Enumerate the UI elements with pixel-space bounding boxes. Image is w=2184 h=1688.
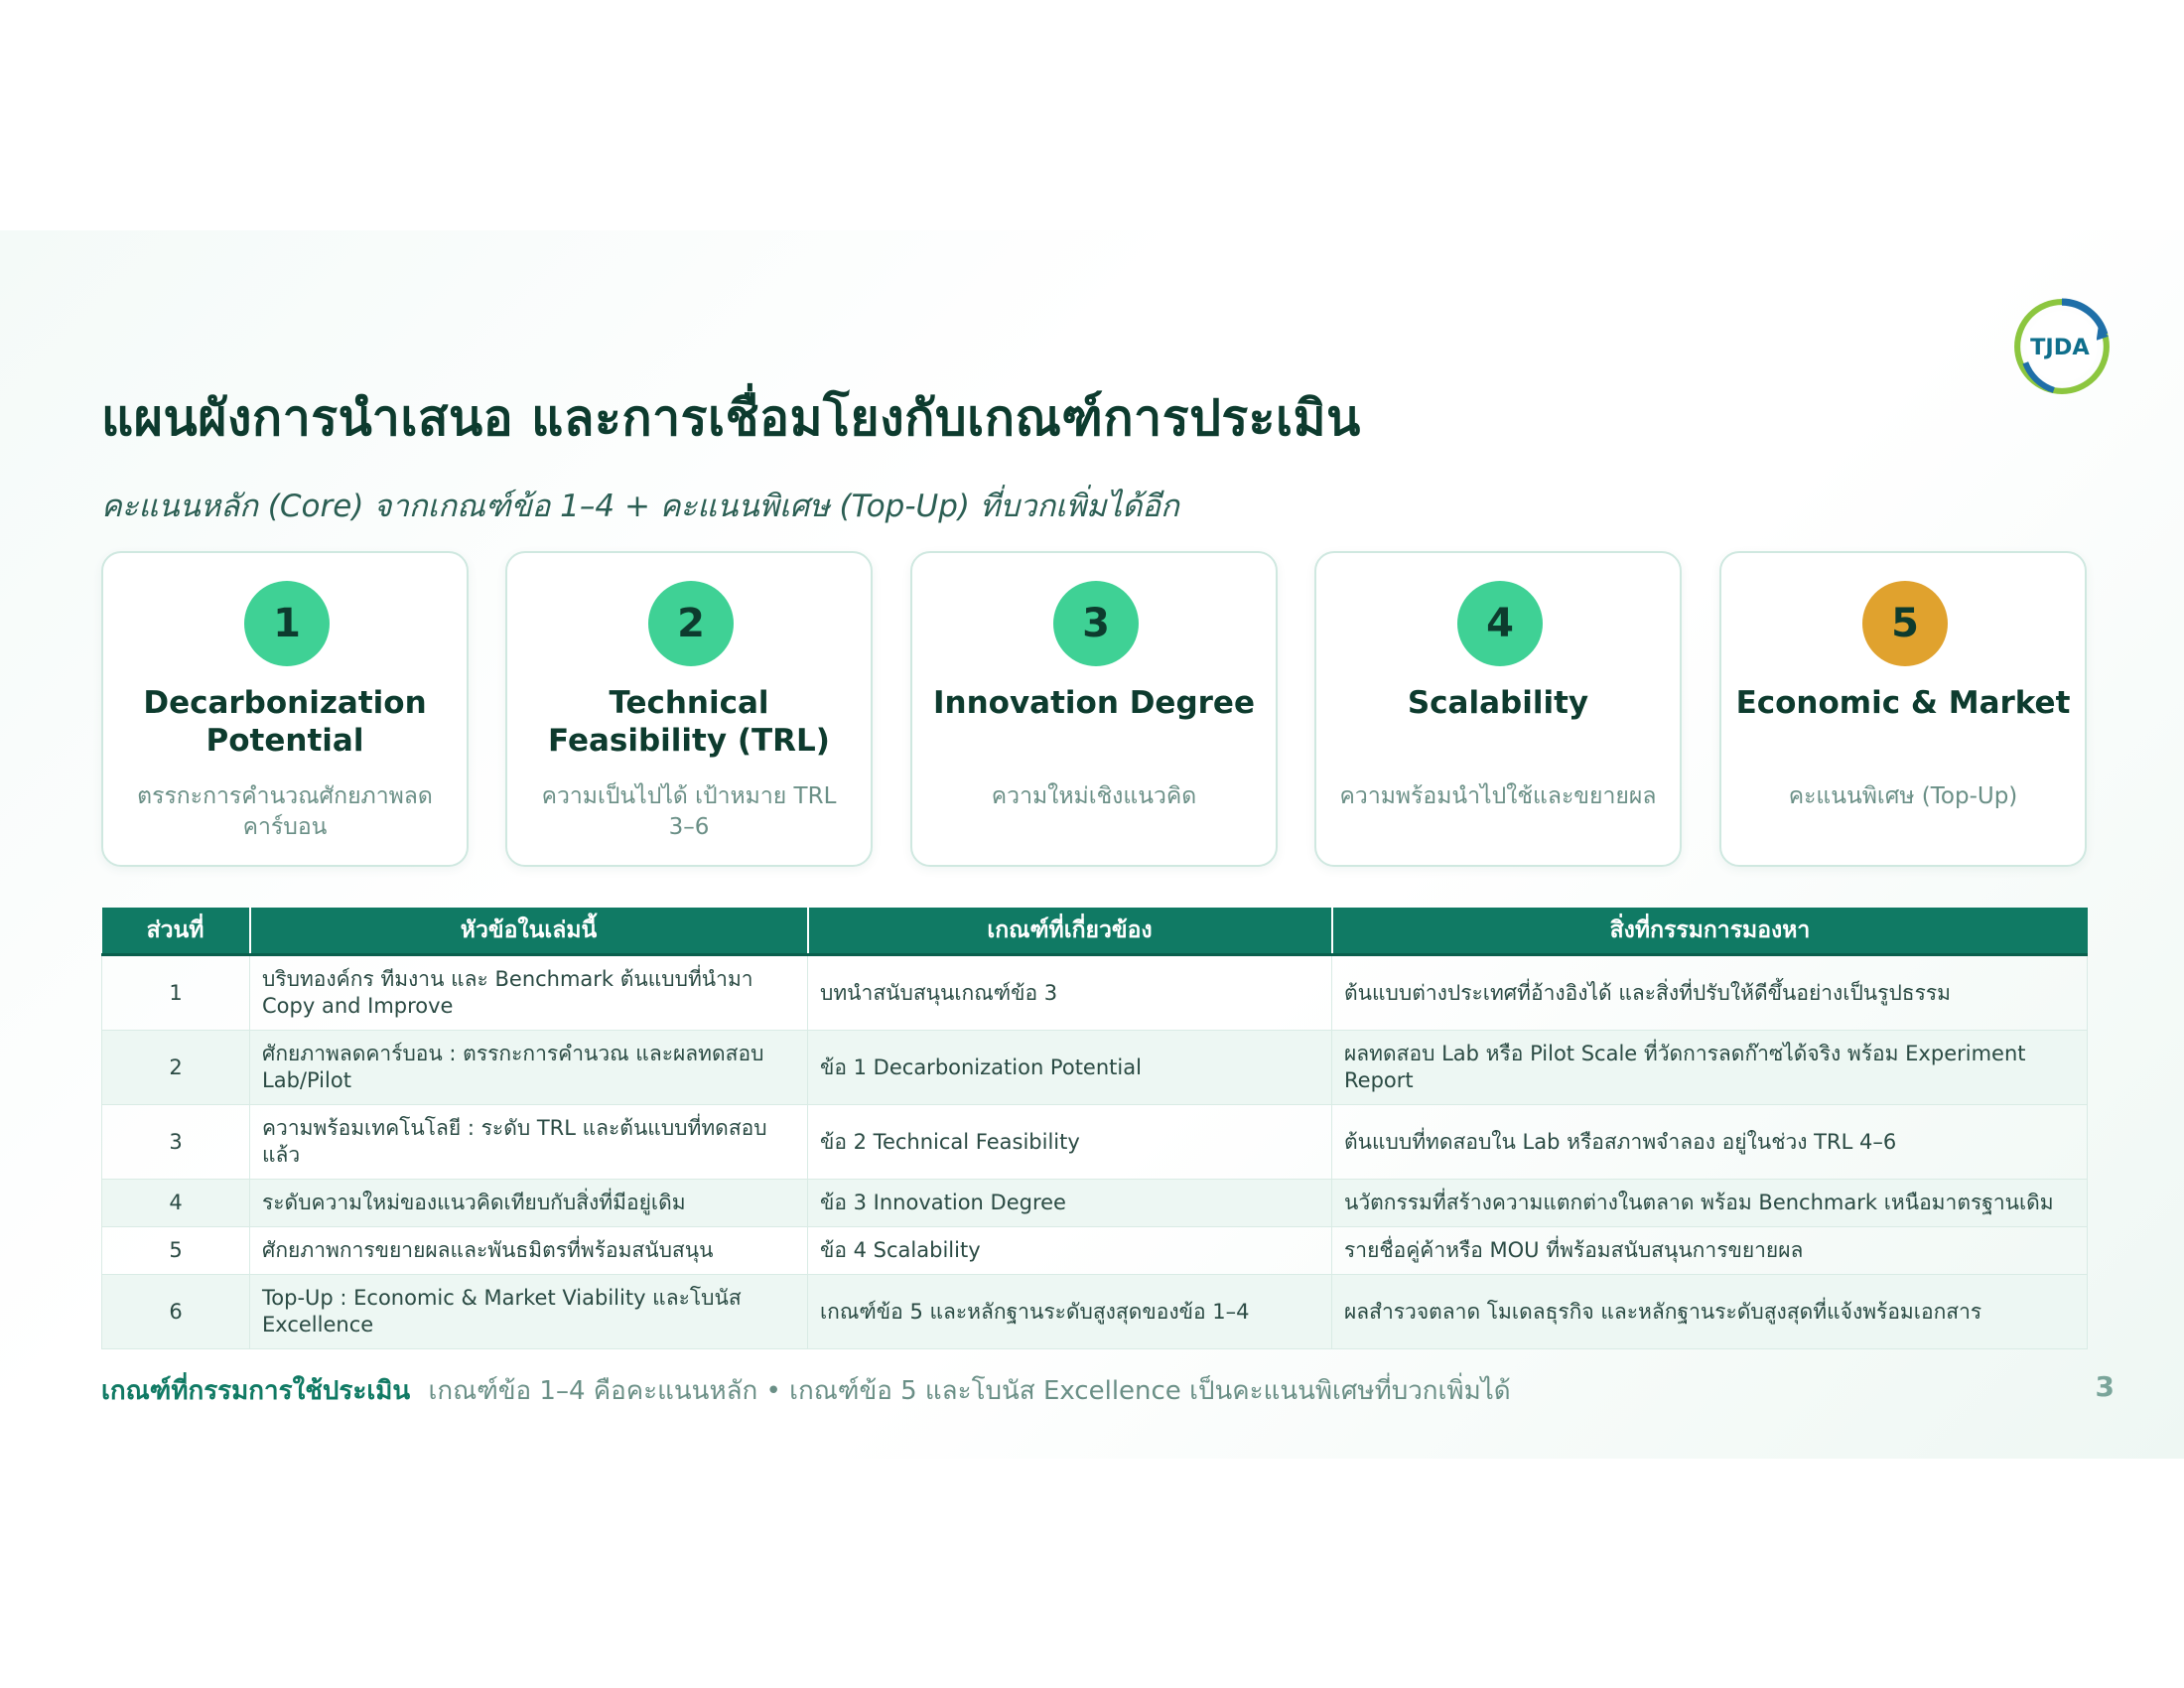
table-row (102, 1227, 2088, 1275)
criteria-cell: เกณฑ์ข้อ 5 และหลักฐานระดับสูงสุดของข้อ 1–4 (808, 1275, 1332, 1349)
column-header-topic: หัวข้อในเล่มนี้ (250, 908, 808, 955)
topic-cell: ศักยภาพลดคาร์บอน : ตรรกะการคำนวณ และผลทดสอบ Lab/Pilot (250, 1031, 808, 1105)
table-row (102, 1105, 2088, 1180)
criterion-title: Scalability (1407, 685, 1589, 721)
criterion-description: ตรรกะการคำนวณศักยภาพลดคาร์บอน (137, 783, 433, 840)
criterion-number-badge: 4 (1457, 581, 1543, 666)
criteria-cell: บทนำสนับสนุนเกณฑ์ข้อ 3 (808, 955, 1332, 1031)
criterion-card-4 (1314, 551, 1682, 867)
section-number: 3 (102, 1105, 250, 1180)
column-header-expectation: สิ่งที่กรรมการมองหา (1332, 908, 2088, 955)
criterion-title: Decarbonization Potential (143, 685, 427, 759)
expectation-cell: รายชื่อคู่ค้าหรือ MOU ที่พร้อมสนับสนุนการขยายผล (1332, 1227, 2088, 1275)
column-header-section: ส่วนที่ (102, 908, 250, 955)
criterion-title: Innovation Degree (933, 685, 1255, 721)
criterion-description: ความใหม่เชิงแนวคิด (991, 783, 1197, 809)
tjda-logo (2011, 296, 2113, 397)
criteria-cell: ข้อ 3 Innovation Degree (808, 1180, 1332, 1227)
logo-text: TJDA (2030, 335, 2090, 361)
section-number: 4 (102, 1180, 250, 1227)
criterion-title: Economic & Market (1735, 685, 2071, 721)
criterion-card-5 (1719, 551, 2087, 867)
criteria-cell: ข้อ 2 Technical Feasibility (808, 1105, 1332, 1180)
topic-cell: บริบทองค์กร ทีมงาน และ Benchmark ต้นแบบที่นำมา Copy and Improve (250, 955, 808, 1031)
topic-cell: Top-Up : Economic & Market Viability และโบนัส Excellence (250, 1275, 808, 1349)
section-number: 5 (102, 1227, 250, 1275)
topic-cell: ความพร้อมเทคโนโลยี : ระดับ TRL และต้นแบบที่ทดสอบแล้ว (250, 1105, 808, 1180)
criterion-number-badge: 2 (648, 581, 734, 666)
criterion-card-1 (101, 551, 469, 867)
page-title: แผนผังการนำเสนอ และการเชื่อมโยงกับเกณฑ์การประเมิน (101, 389, 1361, 447)
footer-heading: เกณฑ์ที่กรรมการใช้ประเมิน (101, 1376, 411, 1406)
criterion-card-3 (910, 551, 1278, 867)
topic-cell: ศักยภาพการขยายผลและพันธมิตรที่พร้อมสนับสนุน (250, 1227, 808, 1275)
expectation-cell: ผลสำรวจตลาด โมเดลธุรกิจ และหลักฐานระดับสูงสุดที่แจ้งพร้อมเอกสาร (1332, 1275, 2088, 1349)
expectation-cell: ต้นแบบต่างประเทศที่อ้างอิงได้ และสิ่งที่ปรับให้ดีขึ้นอย่างเป็นรูปธรรม (1332, 955, 2088, 1031)
criteria-cards (101, 551, 2087, 869)
criterion-description: คะแนนพิเศษ (Top-Up) (1788, 783, 2018, 809)
section-number: 6 (102, 1275, 250, 1349)
slide (0, 230, 2184, 1459)
criteria-cell: ข้อ 1 Decarbonization Potential (808, 1031, 1332, 1105)
table-row (102, 1180, 2088, 1227)
criterion-description: ความเป็นไปได้ เป้าหมาย TRL 3–6 (541, 783, 837, 840)
table-row (102, 1031, 2088, 1105)
criterion-card-2 (505, 551, 873, 867)
section-number: 1 (102, 955, 250, 1031)
section-number: 2 (102, 1031, 250, 1105)
criterion-number-badge: 1 (244, 581, 330, 666)
criterion-title: Technical Feasibility (TRL) (548, 685, 830, 759)
page-number: 3 (2095, 1370, 2115, 1403)
criterion-number-badge: 3 (1053, 581, 1139, 666)
mapping-table (101, 908, 2087, 1349)
column-header-criteria: เกณฑ์ที่เกี่ยวข้อง (808, 908, 1332, 955)
criteria-cell: ข้อ 4 Scalability (808, 1227, 1332, 1275)
footer-text: เกณฑ์ข้อ 1–4 คือคะแนนหลัก • เกณฑ์ข้อ 5 และโบนัส Excellence เป็นคะแนนพิเศษที่บวกเพิ่มได้ (428, 1376, 1511, 1406)
expectation-cell: นวัตกรรมที่สร้างความแตกต่างในตลาด พร้อม Benchmark เหนือมาตรฐานเดิม (1332, 1180, 2088, 1227)
criterion-number-badge: 5 (1862, 581, 1948, 666)
table-header-row (102, 908, 2088, 955)
footer-note (101, 1370, 1511, 1411)
topic-cell: ระดับความใหม่ของแนวคิดเทียบกับสิ่งที่มีอยู่เดิม (250, 1180, 808, 1227)
table-row (102, 955, 2088, 1031)
expectation-cell: ต้นแบบที่ทดสอบใน Lab หรือสภาพจำลอง อยู่ในช่วง TRL 4–6 (1332, 1105, 2088, 1180)
expectation-cell: ผลทดสอบ Lab หรือ Pilot Scale ที่วัดการลดก๊าซได้จริง พร้อม Experiment Report (1332, 1031, 2088, 1105)
table-row (102, 1275, 2088, 1349)
page-subtitle: คะแนนหลัก (Core) จากเกณฑ์ข้อ 1–4 + คะแนนพิเศษ (Top-Up) ที่บวกเพิ่มได้อีก (101, 489, 1179, 524)
criterion-description: ความพร้อมนำไปใช้และขยายผล (1339, 783, 1657, 809)
